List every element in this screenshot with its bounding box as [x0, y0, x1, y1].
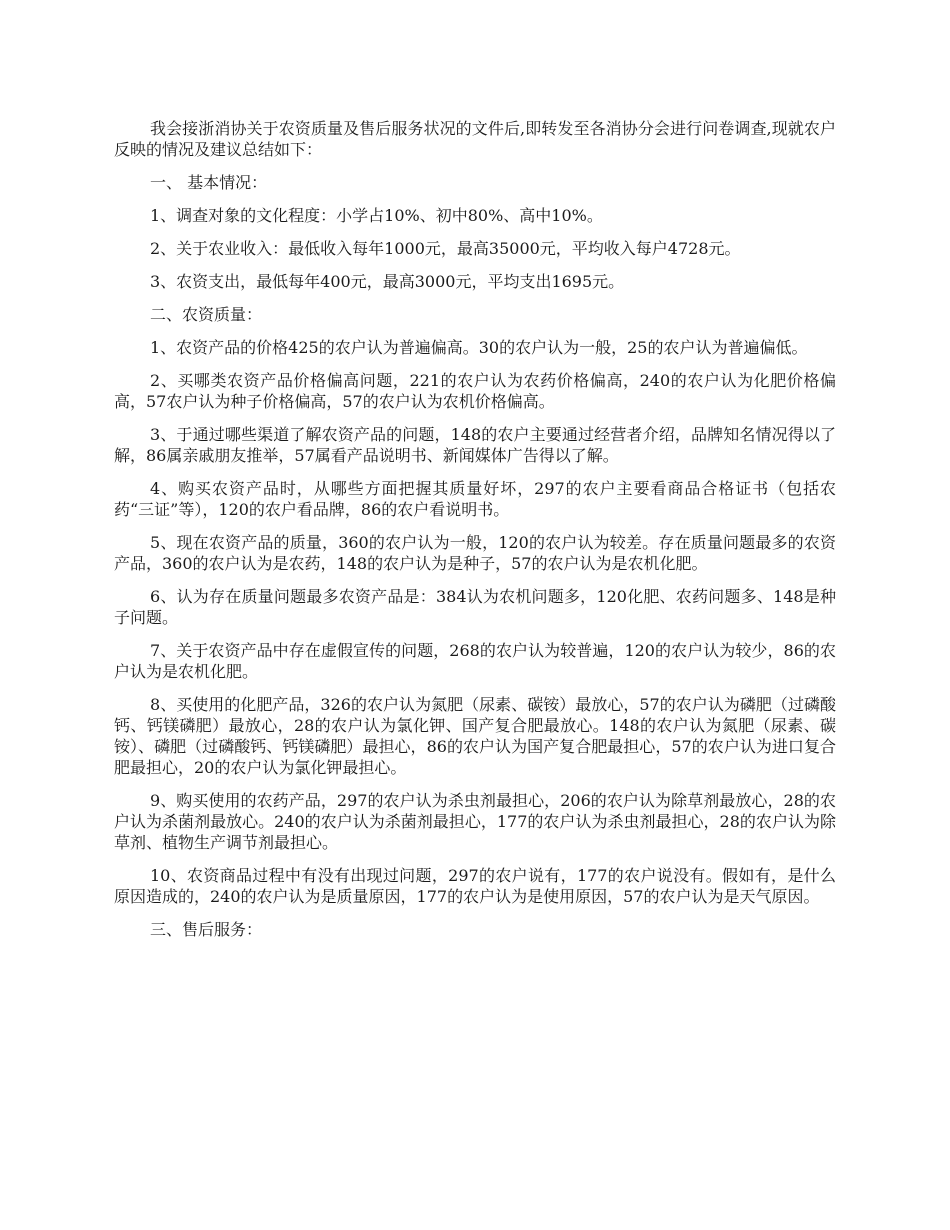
paragraph-false-advertising: 7、关于农资产品中存在虚假宣传的问题，268的农户认为较普遍，120的农户认为较少，86的农户认为是农机化肥。	[114, 641, 836, 681]
paragraph-fertilizer-confidence: 8、买使用的化肥产品，326的农户认为氮肥（尿素、碳铵）最放心，57的农户认为磷肥（过磷酸钙、钙镁磷肥）最放心，28的农户认为氯化钾、国产复合肥最放心。148的农户认为氮肥（尿素、碳铵）、磷肥（过磷酸钙、钙镁磷肥）最担心，86的农户认为国产复合肥最担心，57的农户认为进口复合肥最担心，20的农户认为氯化钾最担心。	[114, 695, 836, 777]
section-heading-input-quality: 二、农资质量：	[150, 305, 263, 324]
paragraph-information-channels: 3、于通过哪些渠道了解农资产品的问题，148的农户主要通过经营者介绍，品牌知名情况得以了解，86属亲戚朋友推举，57属看产品说明书、新闻媒体广告得以了解。	[114, 425, 836, 465]
paragraph-overpriced-categories: 2、买哪类农资产品价格偏高问题，221的农户认为农药价格偏高，240的农户认为化肥价格偏高，57农户认为种子价格偏高，57的农户认为农机价格偏高。	[114, 371, 836, 411]
paragraph-input-expenditure: 3、农资支出，最低每年400元，最高3000元，平均支出1695元。	[150, 272, 625, 291]
paragraph-problem-products: 6、认为存在质量问题最多农资产品是：384认为农机问题多，120化肥、农药问题多、148是种子问题。	[114, 587, 836, 627]
intro-paragraph: 我会接浙消协关于农资质量及售后服务状况的文件后,即转发至各消协分会进行问卷调查,现就农户反映的情况及建议总结如下：	[114, 119, 836, 159]
paragraph-price-perception: 1、农资产品的价格425的农户认为普遍偏高。30的农户认为一般，25的农户认为普遍偏低。	[150, 338, 808, 357]
paragraph-current-quality: 5、现在农资产品的质量，360的农户认为一般，120的农户认为较差。存在质量问题最多的农资产品，360的农户认为是农药，148的农户认为是种子，57的农户认为是农机化肥。	[114, 533, 836, 573]
paragraph-pesticide-confidence: 9、购买使用的农药产品，297的农户认为杀虫剂最担心，206的农户认为除草剂最放心，28的农户认为杀菌剂最放心。240的农户认为杀菌剂最担心，177的农户认为杀虫剂最担心，28的农户认为除草剂、植物生产调节剂最担心。	[114, 791, 836, 852]
paragraph-usage-problems: 10、农资商品过程中有没有出现过问题，297的农户说有，177的农户说没有。假如有，是什么原因造成的，240的农户认为是质量原因，177的农户认为是使用原因，57的农户认为是天气原因。	[114, 866, 836, 906]
document-body	[114, 118, 836, 952]
paragraph-agricultural-income: 2、关于农业收入：最低收入每年1000元，最高35000元，平均收入每户4728元。	[150, 239, 741, 258]
paragraph-quality-judgement: 4、购买农资产品时，从哪些方面把握其质量好坏，297的农户主要看商品合格证书（包括农药“三证”等），120的农户看品牌，86的农户看说明书。	[114, 479, 836, 519]
section-heading-after-sales: 三、售后服务：	[150, 920, 263, 939]
section-heading-basic-info: 一、 基本情况：	[150, 173, 268, 192]
paragraph-education-level: 1、调查对象的文化程度：小学占10%、初中80%、高中10%。	[150, 206, 603, 225]
